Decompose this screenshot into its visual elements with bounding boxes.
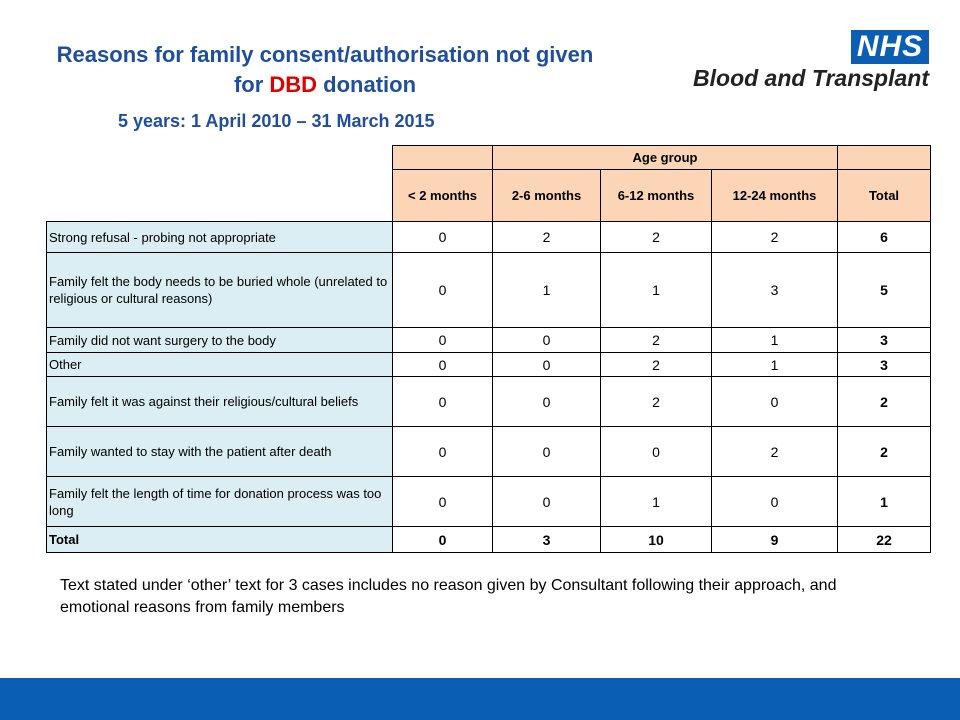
reason-cell: Strong refusal - probing not appropriate — [47, 222, 393, 253]
row-total-cell: 1 — [838, 477, 931, 527]
nhsbt-logo — [658, 30, 933, 100]
corner-blank — [47, 146, 393, 170]
reason-cell: Family felt it was against their religious/cultural beliefs — [47, 377, 393, 427]
count-cell: 10 — [601, 527, 712, 553]
count-cell: 2 — [493, 222, 601, 253]
page-title — [40, 40, 610, 100]
row-total-cell: 6 — [838, 222, 931, 253]
count-cell: 0 — [393, 222, 493, 253]
col-header: 12-24 months — [712, 170, 838, 222]
count-cell: 3 — [712, 253, 838, 328]
reason-cell: Other — [47, 353, 393, 377]
total-row — [47, 527, 931, 553]
count-cell: 0 — [393, 253, 493, 328]
table-row — [47, 427, 931, 477]
reason-cell: Family felt the length of time for donation process was too long — [47, 477, 393, 527]
count-cell: 0 — [493, 427, 601, 477]
count-cell: 9 — [712, 527, 838, 553]
row-total-cell: 22 — [838, 527, 931, 553]
org-name: Blood and Transplant — [693, 65, 929, 91]
col-header: 6-12 months — [601, 170, 712, 222]
age-group-header: Age group — [493, 146, 838, 170]
count-cell: 2 — [601, 222, 712, 253]
footnote: Text stated under ‘other’ text for 3 cases includes no reason given by Consultant following their approach, and emotional reasons from family members — [60, 577, 837, 616]
reason-cell: Family did not want surgery to the body — [47, 328, 393, 353]
table-row — [47, 353, 931, 377]
group-header-row — [47, 146, 931, 170]
row-total-cell: 2 — [838, 427, 931, 477]
count-cell: 0 — [712, 377, 838, 427]
column-header-row — [47, 170, 931, 222]
title-part1: Reasons for family consent/authorisation not given for — [56, 42, 594, 97]
page-subtitle: 5 years: 1 April 2010 – 31 March 2015 — [118, 111, 435, 131]
count-cell: 0 — [493, 377, 601, 427]
count-cell: 1 — [712, 328, 838, 353]
head-spacer-right — [838, 146, 931, 170]
reason-cell: Family wanted to stay with the patient after death — [47, 427, 393, 477]
corner-blank-2 — [47, 170, 393, 222]
count-cell: 2 — [712, 427, 838, 477]
count-cell: 0 — [493, 353, 601, 377]
count-cell: 2 — [601, 377, 712, 427]
col-header: 2-6 months — [493, 170, 601, 222]
table-row — [47, 377, 931, 427]
title-highlight: DBD — [269, 72, 318, 97]
count-cell: 0 — [493, 328, 601, 353]
count-cell: 2 — [712, 222, 838, 253]
count-cell: 3 — [493, 527, 601, 553]
count-cell: 0 — [393, 527, 493, 553]
reason-cell: Total — [47, 527, 393, 553]
count-cell: 1 — [601, 477, 712, 527]
reasons-table — [46, 145, 931, 553]
row-total-cell: 5 — [838, 253, 931, 328]
table-row — [47, 253, 931, 328]
count-cell: 0 — [601, 427, 712, 477]
table-row — [47, 477, 931, 527]
title-part2: donation — [317, 72, 417, 97]
count-cell: 1 — [712, 353, 838, 377]
count-cell: 2 — [601, 328, 712, 353]
row-total-cell: 3 — [838, 353, 931, 377]
col-header: < 2 months — [393, 170, 493, 222]
count-cell: 0 — [393, 477, 493, 527]
footer-bar — [0, 678, 960, 720]
col-header: Total — [838, 170, 931, 222]
count-cell: 0 — [712, 477, 838, 527]
head-spacer-left — [393, 146, 493, 170]
count-cell: 1 — [601, 253, 712, 328]
count-cell: 1 — [493, 253, 601, 328]
reason-cell: Family felt the body needs to be buried whole (unrelated to religious or cultural reasons) — [47, 253, 393, 328]
count-cell: 0 — [393, 328, 493, 353]
count-cell: 0 — [393, 377, 493, 427]
count-cell: 2 — [601, 353, 712, 377]
row-total-cell: 3 — [838, 328, 931, 353]
nhs-logo-mark: NHS — [851, 30, 929, 64]
table-row — [47, 328, 931, 353]
count-cell: 0 — [493, 477, 601, 527]
row-total-cell: 2 — [838, 377, 931, 427]
count-cell: 0 — [393, 353, 493, 377]
count-cell: 0 — [393, 427, 493, 477]
table-row — [47, 222, 931, 253]
